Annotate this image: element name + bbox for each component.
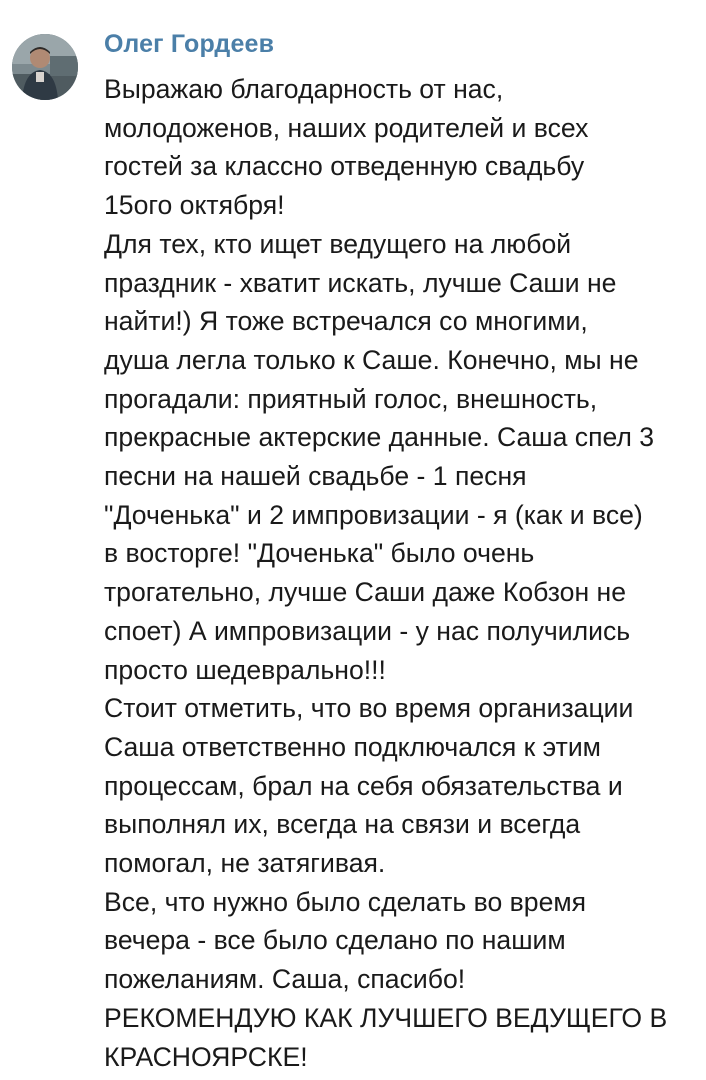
comment-line: споет) А импровизации - у нас получились [104,615,631,646]
comment-line: прекрасные актерские данные. Саша спел 3 [104,422,655,453]
comment-line: процессам, брал на себя обязательства и [104,770,623,801]
comment-line: душа легла только к Саше. Конечно, мы не [104,344,639,375]
comment-line: пожеланиям. Саша, спасибо! [104,964,466,995]
comment-line: "Доченька" и 2 импровизации - я (как и все) [104,499,643,530]
comment-line: Стоит отметить, что во время организации [104,693,634,724]
comment-text [104,70,700,1076]
comment-line: помогал, не затягивая. [104,848,386,879]
avatar[interactable] [12,34,78,100]
user-photo-icon [12,34,78,100]
comment-line: Для тех, кто ищет ведущего на любой [104,228,572,259]
comment-line: просто шедеврально!!! [104,654,386,685]
comment-line: прогадали: приятный голос, внешность, [104,383,598,414]
comment-line: 15ого октября! [104,190,285,221]
author-name[interactable]: Олег Гордеев [104,30,275,58]
comment-line: Саша ответственно подключался к этим [104,731,601,762]
comment-line: выполнял их, всегда на связи и всегда [104,809,581,840]
comment-line: песни на нашей свадьбе - 1 песня [104,461,527,492]
comment-line: молодоженов, наших родителей и всех [104,112,589,143]
comment-line: гостей за классно отведенную свадьбу [104,151,585,182]
comment-line: РЕКОМЕНДУЮ КАК ЛУЧШЕГО ВЕДУЩЕГО В [104,1002,668,1033]
comment-line: праздник - хватит искать, лучше Саши не [104,267,617,298]
comment-line: КРАСНОЯРСКЕ! [104,1041,308,1072]
comment-line: Выражаю благодарность от нас, [104,74,504,104]
comment-line: найти!) Я тоже встречался со многими, [104,306,588,337]
comment-line: Все, что нужно было сделать во время [104,886,587,917]
comment-line: вечера - все было сделано по нашим [104,925,566,956]
comment-line: в восторге! "Доченька" было очень [104,538,535,569]
comment-line: трогательно, лучше Саши даже Кобзон не [104,577,626,608]
